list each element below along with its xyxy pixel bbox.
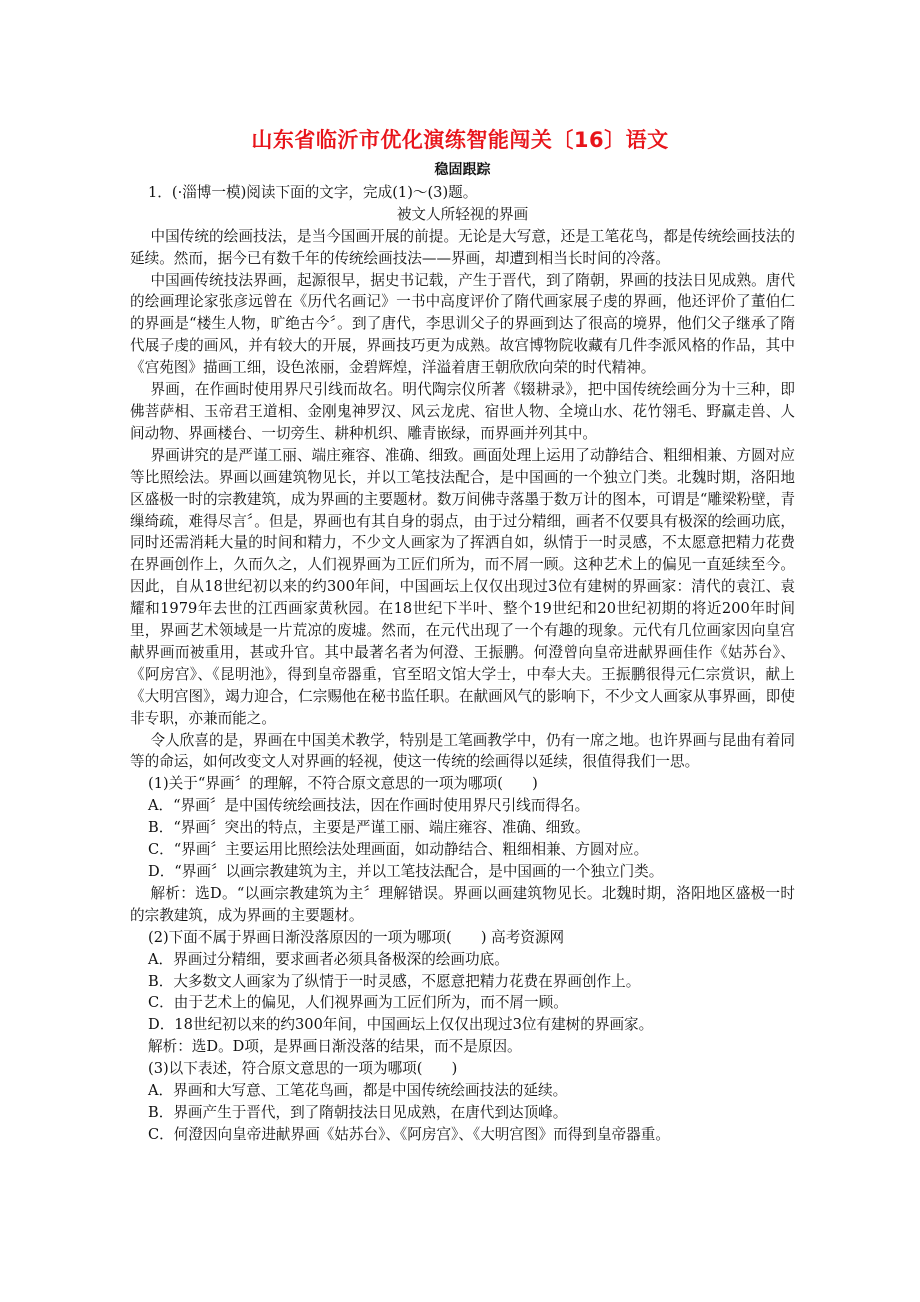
question-1-analysis: 解析：选D。“以画宗教建筑为主〞理解错误。界画以画建筑物见长。北魏时期，洛阳地区盛极一时的宗教建筑，成为界画的主要题材。 [130,884,795,924]
document-body [130,160,795,1146]
question-1-stem: (1)关于“界画〞的理解，不符合原文意思的一项为哪项( ) [148,775,538,793]
section-heading: 稳固跟踪 [434,162,491,178]
question-2-option-c: C．由于艺术上的偏见，人们视界画为工匠们所为，而不屑一顾。 [148,994,568,1012]
question-2-option-b: B．大多数文人画家为了纵情于一时灵感，不愿意把精力花费在界画创作上。 [148,972,641,990]
question-2-analysis: 解析：选D。D项，是界画日渐没落的结果，而不是原因。 [148,1038,522,1056]
question-3-option-b: B．界画产生于晋代，到了隋朝技法日见成熟，在唐代到达顶峰。 [148,1103,568,1121]
question-2-stem: (2)下面不属于界画日渐没落原因的一项为哪项( ) 高考资源网 [148,928,565,946]
article-paragraph: 中国画传统技法界画，起源很早，据史书记载，产生于晋代，到了隋朝，界画的技法日见成熟。唐代的绘画理论家张彦远曾在《历代名画记》一书中高度评价了隋代画家展子虔的界画，他还评价了董伯仁的界画是“楼生人物，旷绝古今〞。到了唐代，李思训父子的界画到达了很高的境界，他们父子继承了隋代展子虔的画风，并有较大的开展，界画技巧更为成熟。故宫博物院收藏有几件李派风格的作品，其中《宫苑图》描画工细，设色浓丽，金碧辉煌，洋溢着唐王朝欣欣向荣的时代精神。 [130,271,795,377]
document-title: 山东省临沂市优化演练智能闯关〔16〕语文 [251,128,669,152]
article-title: 被文人所轻视的界画 [396,205,529,223]
question-2-option-a: A．界画过分精细，要求画者必须具备极深的绘画功底。 [148,950,509,968]
question-3-option-a: A．界画和大写意、工笔花鸟画，都是中国传统绘画技法的延续。 [148,1082,568,1100]
article-paragraph: 界画讲究的是严谨工丽、端庄雍容、准确、细致。画面处理上运用了动静结合、粗细相兼、方圆对应等比照绘法。界画以画建筑物见长，并以工笔技法配合，是中国画的一个独立门类。北魏时期，洛阳地区盛极一时的宗教建筑，成为界画的主要题材。数万间佛寺落墨于数万计的图本，可谓是“雕梁粉壁，青缫绮疏，难得尽言〞。但是，界画也有其自身的弱点，由于过分精细，画者不仅要具有极深的绘画功底，同时还需消耗大量的时间和精力，不少文人画家为了挥洒自如，纵情于一时灵感，不太愿意把精力花费在界画创作上，久而久之，人们视界画为工匠们所为，而不屑一顾。这种艺术上的偏见一直延续至今。因此，自从18世纪初以来的约300年间，中国画坛上仅仅出现过3位有建树的界画家：清代的袁江、袁耀和1979年去世的江西画家黄秋园。在18世纪下半叶、整个19世纪和20世纪初期的将近200年时间里，界画艺术领域是一片荒凉的废墟。然而，在元代出现了一个有趣的现象。元代有几位画家因向皇宫献界画而被重用，甚或升官。其中最著名者为何澄、王振鹏。何澄曾向皇帝进献界画佳作《姑苏台》、《阿房宫》、《昆明池》，得到皇帝器重，官至昭文馆大学士，中奉大夫。王振鹏很得元仁宗赏识，献上《大明宫图》，竭力迎合，仁宗赐他在秘书监任职。在献画风气的影响下，不少文人画家从事界画，即使非专职，亦兼而能之。 [130,446,795,727]
question-3-stem: (3)以下表述，符合原文意思的一项为哪项( ) [148,1060,458,1078]
article-paragraph: 中国传统的绘画技法，是当今国画开展的前提。无论是大写意，还是工笔花鸟，都是传统绘画技法的延续。然而，据今已有数千年的传统绘画技法——界画，却遭到相当长时间的冷落。 [130,227,795,267]
question-1-option-b: B．“界画〞突出的特点，主要是严谨工丽、端庄雍容、准确、细致。 [148,819,590,837]
question-3-option-c: C．何澄因向皇帝进献界画《姑苏台》、《阿房宫》、《大明宫图》而得到皇帝器重。 [148,1125,670,1143]
article-paragraph: 令人欣喜的是，界画在中国美术教学，特别是工笔画教学中，仍有一席之地。也许界画与昆曲有着同等的命运，如何改变文人对界画的轻视，使这一传统的绘画得以延续，很值得我们一思。 [130,731,795,771]
question-1-option-a: A．“界画〞是中国传统绘画技法，因在作画时使用界尺引线而得名。 [148,797,590,815]
article-paragraph: 界画，在作画时使用界尺引线而故名。明代陶宗仪所著《辍耕录》，把中国传统绘画分为十三种，即佛菩萨相、玉帝君王道相、金刚鬼神罗汉、风云龙虎、宿世人物、全境山水、花竹翎毛、野赢走兽、人间动物、界画楼台、一切旁生、耕种机织、雕青嵌绿，而界画并列其中。 [130,381,795,442]
question-2-option-d: D．18世纪初以来的约300年间，中国画坛上仅仅出现过3位有建树的界画家。 [148,1016,654,1034]
question-1-option-c: C．“界画〞主要运用比照绘法处理画面，如动静结合、粗细相兼、方圆对应。 [148,841,649,859]
question-1-option-d: D．“界画〞以画宗教建筑为主，并以工笔技法配合，是中国画的一个独立门类。 [148,863,664,880]
question-intro: 1．(·淄博一模)阅读下面的文字，完成(1)～(3)题。 [148,183,478,201]
